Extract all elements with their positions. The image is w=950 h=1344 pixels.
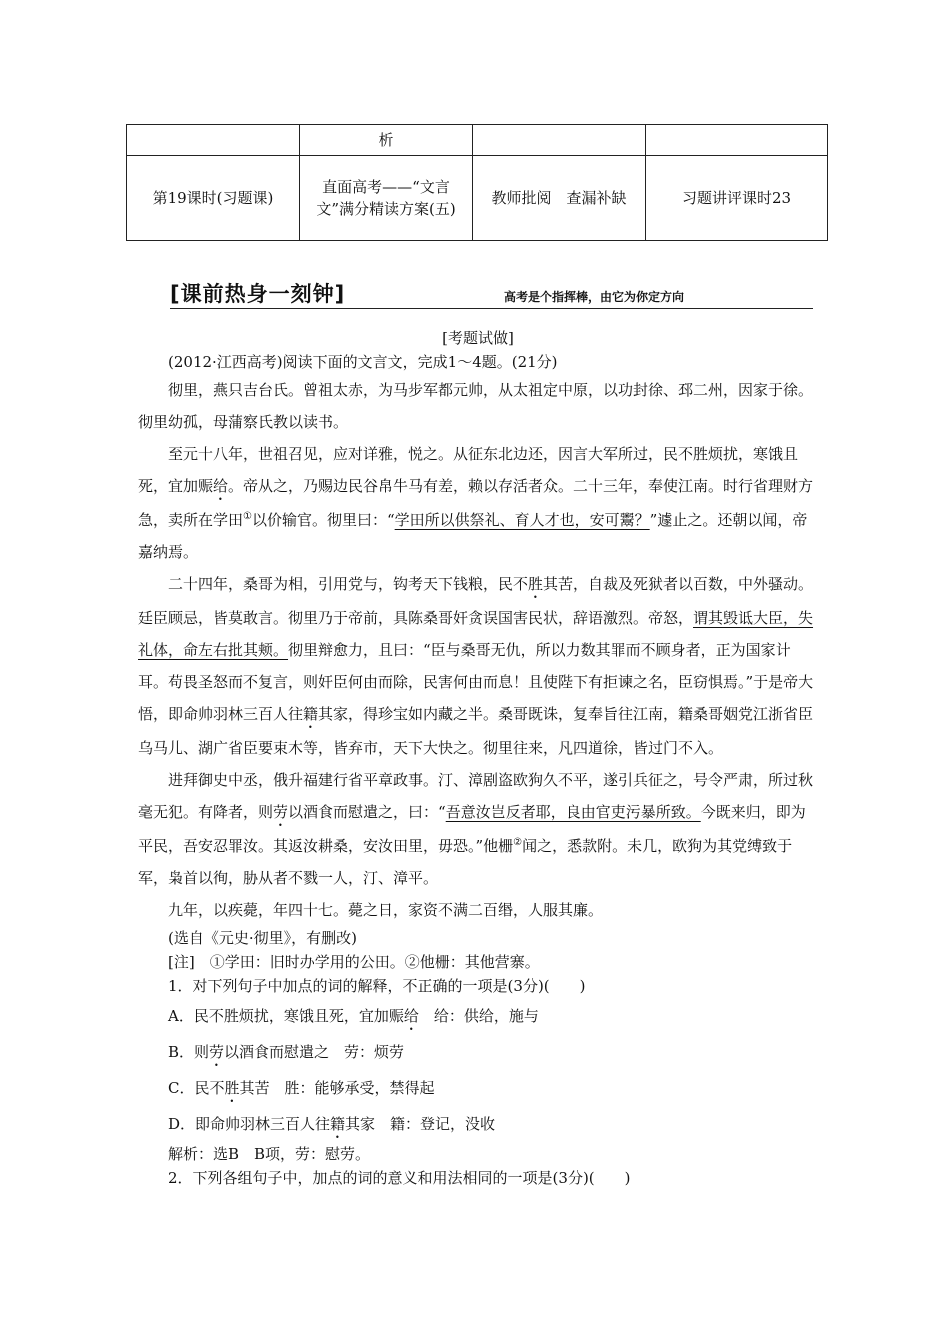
table-row [127,156,828,241]
underlined-sentence: 吾意汝岂反者耶，良由官吏污暴所致。 [445,803,701,821]
main-content [138,326,818,1190]
table-cell: 第19课时(习题课) [127,156,300,241]
passage-paragraph: 至元十八年，世祖召见，应对详雅，悦之。从征东北边还，因言大军所过，民不胜烦扰，寒饿且死，宜加赈给。帝从之，乃赐边民谷帛牛马有差，赖以存活者众。二十三年，奉使江南。时行省理财方急，卖所在学田①以价输官。彻里曰：“学田所以供祭礼、育人才也，安可鬻？”遽止之。还朝以闻，帝嘉纳焉。 [138,445,814,561]
footnote-marker: ① [243,511,252,522]
section-banner [170,278,813,308]
answer-option-a: A．民不胜烦扰，寒饿且死，宜加赈给 给：供给，施与 [168,1007,539,1025]
emphasis-char: 给 [403,1007,419,1025]
passage-paragraph: 彻里，燕只吉台氏。曾祖太赤，为马步军都元帅，从太祖定中原，以功封徐、邳二州，因家于徐。彻里幼孤，母蒲察氏教以读书。 [138,381,814,431]
underlined-sentence: 学田所以供祭礼、育人才也，安可鬻？ [394,511,650,529]
table-cell [646,125,828,156]
passage-paragraph: 进拜御史中丞，俄升福建行省平章政事。汀、漳剧盗欧狗久不平，遂引兵征之，号令严肃，所过秋毫无犯。有降者，则劳以酒食而慰遣之，曰：“吾意汝岂反者耶，良由官吏污暴所致。今既来归，即为平民，吾安忍罪汝。其返汝耕桑，安汝田里，毋恐。”他栅②闻之，悉款附。未几，欧狗为其党缚致于军，枭首以徇，胁从者不戮一人，汀、漳平。 [138,771,814,887]
question-stem: 1．对下列句子中加点的词的解释，不正确的一项是(3分)( ) [168,977,586,995]
emphasis-char: 给 [213,477,229,495]
exercise-intro: (2012·江西高考)阅读下面的文言文，完成1～4题。(21分) [168,353,558,371]
table-cell [473,125,646,156]
answer-option-c: C．民不胜其苦 胜：能够承受，禁得起 [168,1079,435,1097]
emphasis-char: 籍 [303,705,319,723]
banner-divider [170,308,813,309]
emphasis-char: 胜 [224,1079,240,1097]
table-cell: 教师批阅 查漏补缺 [473,156,646,241]
answer-option-d: D．即命帅羽林三百人往籍其家 籍：登记，没收 [168,1115,496,1133]
table-row [127,125,828,156]
footnote-marker: ② [513,837,523,848]
banner-slogan: 高考是个指挥棒，由它为你定方向 [504,290,685,304]
answer-option-b: B．则劳以酒食而慰遣之 劳：烦劳 [168,1043,405,1061]
emphasis-char: 籍 [330,1115,346,1133]
schedule-table [126,124,828,241]
table-cell: 直面高考——“文言文”满分精读方案(五) [300,156,473,241]
emphasis-char: 劳 [209,1043,225,1061]
passage-paragraph: 二十四年，桑哥为相，引用党与，钩考天下钱粮，民不胜其苦，自裁及死狱者以百数，中外骚动。廷臣顾忌，皆莫敢言。彻里乃于帝前，具陈桑哥奸贪误国害民状，辞语激烈。帝怒，谓其毁诋大臣，失礼体，命左右批其颊。彻里辩愈力，且曰：“臣与桑哥无仇，所以力数其罪而不顾身者，正为国家计耳。苟畏圣怒而不复言，则奸臣何由而除，民害何由而息！且使陛下有拒谏之名，臣窃惧焉。”于是帝大悟，即命帅羽林三百人往籍其家，得珍宝如内藏之半。桑哥既诛，复奉旨往江南，籍桑哥姻党江浙省臣乌马儿、湖广省臣要束木等，皆弃市，天下大快之。彻里往来，凡四道徐，皆过门不入。 [138,575,814,757]
table-cell: 习题讲评课时23 [646,156,828,241]
underlined-sentence: 谓其毁诋大臣，失礼体，命左右批其颊。 [138,609,814,659]
table-cell [127,125,300,156]
question-stem: 2．下列各组句子中，加点的词的意义和用法相同的一项是(3分)( ) [168,1169,631,1187]
passage-note: [注] ①学田：旧时办学用的公田。②他栅：其他营寨。 [168,953,540,971]
passage-source: (选自《元史·彻里》，有删改) [168,929,357,947]
emphasis-char: 劳 [273,803,289,821]
banner-title: [课前热身一刻钟] [170,282,346,306]
answer-analysis: 解析：选B B项，劳：慰劳。 [168,1145,371,1163]
passage-paragraph: 九年，以疾薨，年四十七。薨之日，家资不满二百缗，人服其廉。 [168,901,604,919]
emphasis-char: 胜 [528,575,544,593]
table-cell: 析 [300,125,473,156]
section-title: [考题试做] [442,329,514,347]
